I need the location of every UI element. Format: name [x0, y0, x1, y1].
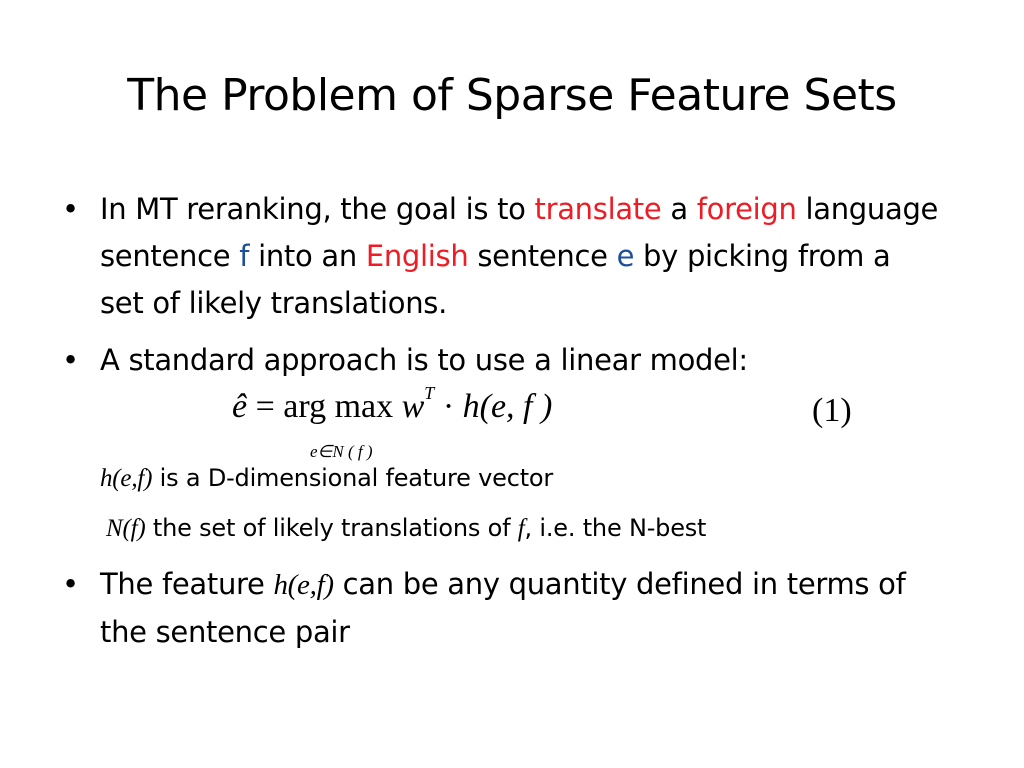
definition-text: is a D-dimensional feature vector	[152, 464, 554, 492]
definition-text: the set of likely translations of	[145, 514, 518, 542]
eq-dot: ·	[434, 388, 463, 425]
bullet-text: A standard approach is to use a linear model:	[100, 343, 748, 377]
highlight-e: e	[616, 239, 635, 273]
eq-transpose: T	[424, 382, 435, 403]
bullet-linear-model	[62, 337, 942, 384]
eq-args: (e, f )	[479, 388, 553, 425]
highlight-f: f	[239, 239, 250, 273]
eq-argmax: = arg max	[247, 388, 402, 425]
text-run: sentence	[468, 239, 617, 273]
equation-subscript: e∈N ( f )	[310, 442, 373, 461]
math-f: f	[517, 515, 525, 542]
definition-text: , i.e. the N-best	[524, 514, 707, 542]
bullet-marker: •	[62, 192, 79, 226]
highlight-translate: translate	[534, 192, 662, 226]
eq-h: h	[462, 388, 480, 425]
highlight-english: English	[365, 239, 469, 273]
math-n-f: N(f)	[106, 515, 146, 542]
highlight-foreign: foreign	[696, 192, 797, 226]
math-h-e-f: h(e,f)	[100, 465, 153, 492]
text-run: In MT reranking, the goal is to	[100, 192, 535, 226]
bullet-text	[100, 561, 942, 656]
bullet-marker: •	[62, 343, 79, 377]
equation-number: (1)	[812, 392, 852, 429]
bullet-mt-reranking	[62, 186, 942, 327]
math-h-e-f: h(e,f)	[273, 569, 334, 601]
eq-lhs: ê	[232, 388, 248, 425]
text-run: language sentence	[100, 192, 939, 273]
text-run: by picking from a set of likely translations.	[100, 239, 891, 320]
text-run: a	[661, 192, 697, 226]
eq-w: w	[401, 388, 425, 425]
slide-title: The Problem of Sparse Feature Sets	[127, 70, 897, 121]
definition-h	[100, 464, 553, 493]
bullet-feature	[62, 561, 942, 656]
text-run: into an	[249, 239, 366, 273]
definition-n	[106, 514, 706, 543]
bullet-text	[100, 186, 942, 327]
text-run: The feature	[100, 567, 274, 601]
equation	[232, 382, 553, 426]
text-run: can be any quantity defined in terms of the sentence pair	[100, 567, 906, 649]
bullet-marker: •	[62, 567, 79, 601]
